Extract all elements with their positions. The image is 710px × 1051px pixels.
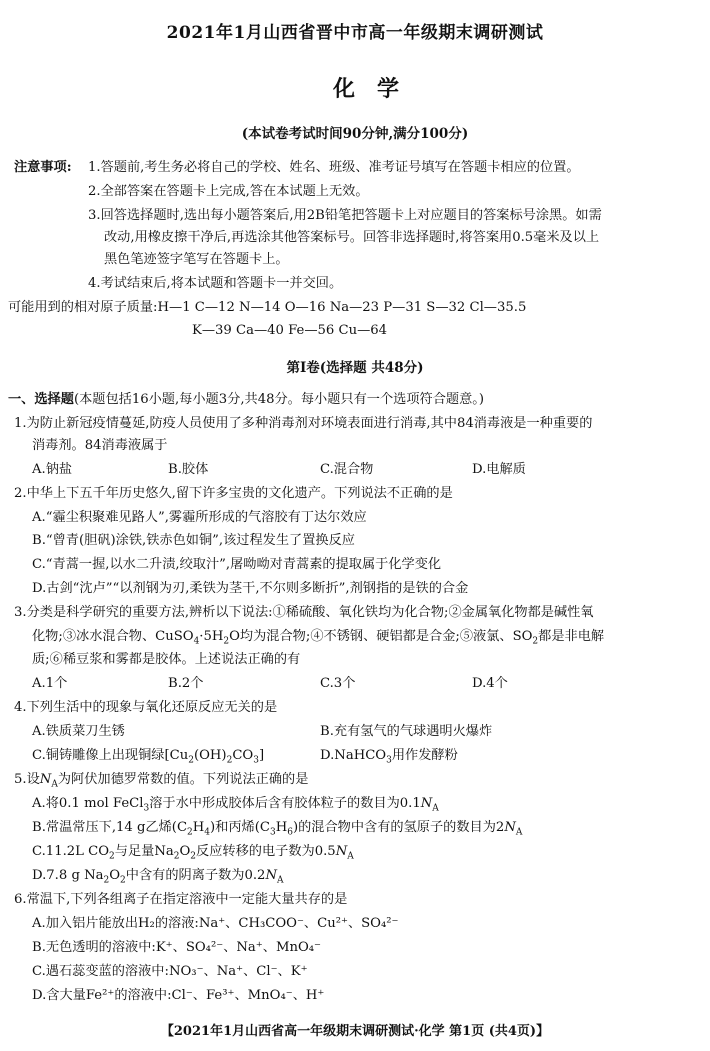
part-heading [8,392,484,408]
q4-option-d: D.NaHCO$_3$用作发酵粉 [320,748,458,766]
q3-stem-line-1: 3.分类是科学研究的重要方法,辨析以下说法:①稀硫酸、氧化铁均为化合物;②金属氧化物都是碱性氧 [14,605,594,620]
q3-option-a: A.1个 [32,676,68,691]
q5-option-b: B.常温常压下,14 g乙烯$(C_2H_4)$和丙烯$(C_3H_6)$的混合物中含有的氢原子的数目为$2N_A$ [32,820,523,838]
q6-option-c: C.遇石蕊变蓝的溶液中:NO₃⁻、Na⁺、Cl⁻、K⁺ [32,964,308,979]
note-4: 4.考试结束后,将本试题和答题卡一并交回。 [88,276,343,291]
page-footer: 【2021年1月山西省高一年级期末调研测试·化学 第1页 (共4页)】 [160,1024,550,1039]
q2-option-b: B.“曾青(胆矾)涂铁,铁赤色如铜”,该过程发生了置换反应 [32,533,355,548]
subject-title: 化学 [332,76,421,102]
q2-option-d: D.古剑“沈卢”“以剂钢为刃,柔铁为茎干,不尔则多断折”,剂钢指的是铁的合金 [32,581,469,596]
q3-option-d: D.4个 [472,676,508,691]
q4-stem: 4.下列生活中的现象与氧化还原反应无关的是 [14,700,278,715]
q4-option-a: A.铁质菜刀生锈 [32,724,125,739]
q6-option-b: B.无色透明的溶液中:K⁺、SO₄²⁻、Na⁺、MnO₄⁻ [32,940,321,955]
q3-option-b: B.2个 [168,676,204,691]
q1-option-a: A.钠盐 [32,462,73,477]
q2-stem: 2.中华上下五千年历史悠久,留下许多宝贵的文化遗产。下列说法不正确的是 [14,486,453,501]
q5-option-a: A.将0.1 mol FeCl$_3$溶于水中形成胶体后含有胶体粒子的数目为$0.1N_A$ [32,796,439,814]
q3-stem-line-2: 化物;③冰水混合物、$CuSO_4\cdot 5H_2O$均为混合物;④不锈钢、硬铝都是合金;⑤液氯、$SO_2$都是非电解 [32,629,605,647]
note-3-line-1: 3.回答选择题时,选出每小题答案后,用2B铅笔把答题卡上对应题目的答案标号涂黑。如需 [88,208,602,223]
q1-stem-line-1: 1.为防止新冠疫情蔓延,防疫人员使用了多种消毒剂对环境表面进行消毒,其中84消毒液是一种重要的 [14,416,593,431]
note-3-line-2: 改动,用橡皮擦干净后,再选涂其他答案标号。回答非选择题时,将答案用0.5毫米及以上 [104,230,600,245]
q5-option-d: D.7.8 g $Na_2O_2$中含有的阴离子数为$0.2N_A$ [32,868,284,886]
exam-title: 2021年1月山西省晋中市高一年级期末调研测试 [166,23,544,43]
q5-option-c: C.11.2L $CO_2$与足量$Na_2O_2$反应转移的电子数为$0.5N_A$ [32,844,354,862]
q1-option-b: B.胶体 [168,462,209,477]
q5-stem: 5.设$N_A$为阿伏加德罗常数的值。下列说法正确的是 [14,772,309,790]
q6-option-d: D.含大量Fe²⁺的溶液中:Cl⁻、Fe³⁺、MnO₄⁻、H⁺ [32,988,325,1003]
note-1: 1.答题前,考生务必将自己的学校、姓名、班级、准考证号填写在答题卡相应的位置。 [88,160,580,175]
notes-label: 注意事项: [14,160,72,175]
time-info: (本试卷考试时间90分钟,满分100分) [241,126,469,142]
q6-option-a: A.加入铝片能放出H₂的溶液:Na⁺、CH₃COO⁻、Cu²⁺、SO₄²⁻ [32,916,399,931]
q1-option-c: C.混合物 [320,462,374,477]
part-description: (本题包括16小题,每小题3分,共48分。每小题只有一个选项符合题意。) [73,392,485,407]
atomic-masses-line-1: 可能用到的相对原子质量:H—1 C—12 N—14 O—16 Na—23 P—31 S—32 Cl—35.5 [8,300,527,315]
q2-option-c: C.“青蒿一握,以水二升渍,绞取汁”,屠呦呦对青蒿素的提取属于化学变化 [32,557,442,572]
q3-stem-line-3: 质;⑥稀豆浆和雾都是胶体。上述说法正确的有 [32,652,301,667]
part-label: 一、选择题 [8,392,74,407]
note-3-line-3: 黑色笔迹签字笔写在答题卡上。 [104,252,289,267]
q1-stem-line-2: 消毒剂。84消毒液属于 [32,438,168,453]
q4-option-b: B.充有氢气的气球遇明火爆炸 [320,724,493,739]
q1-option-d: D.电解质 [472,462,526,477]
note-2: 2.全部答案在答题卡上完成,答在本试题上无效。 [88,184,369,199]
atomic-masses-line-2: K—39 Ca—40 Fe—56 Cu—64 [192,323,388,338]
q4-option-c: C.铜铸雕像上出现铜绿$[Cu_2(OH)_2CO_3]$ [32,748,265,766]
q6-stem: 6.常温下,下列各组离子在指定溶液中一定能大量共存的是 [14,892,348,907]
q3-option-c: C.3个 [320,676,356,691]
section-title: 第Ⅰ卷(选择题 共48分) [286,360,424,376]
q2-option-a: A.“霾尘积聚难见路人”,雾霾所形成的气溶胶有丁达尔效应 [32,510,367,525]
